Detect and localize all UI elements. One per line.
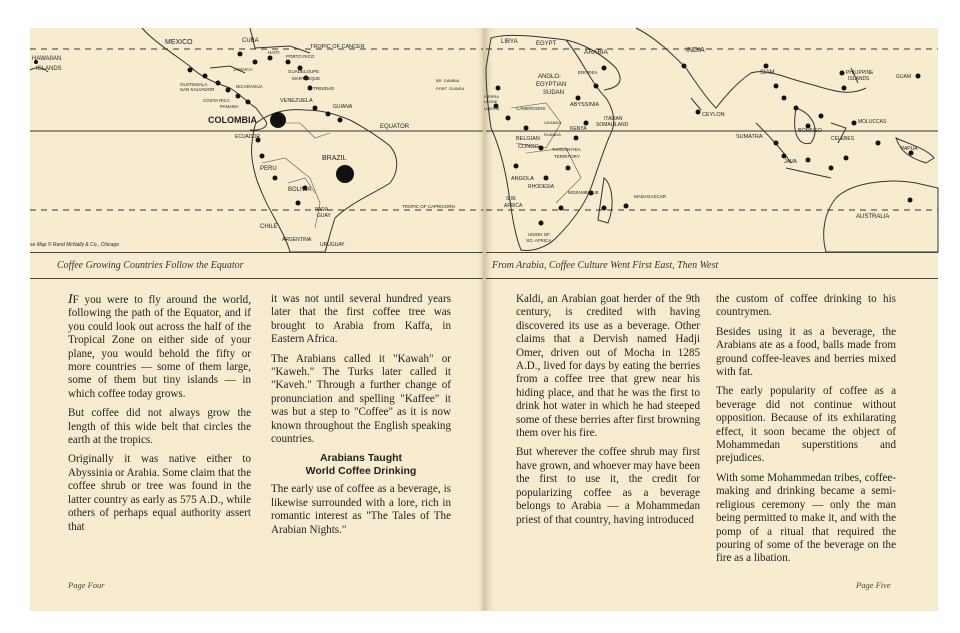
americas-coffee-map bbox=[30, 28, 484, 252]
svg-text:EQUATOR: EQUATOR bbox=[380, 124, 410, 130]
svg-text:LIBERIA: LIBERIA bbox=[484, 106, 500, 111]
brazil-dot bbox=[336, 165, 354, 183]
svg-text:TRINIDAD: TRINIDAD bbox=[313, 86, 335, 91]
svg-text:HAWAIIAN: HAWAIIAN bbox=[32, 56, 62, 62]
paragraph: the custom of coffee drinking to his countrymen. bbox=[716, 293, 896, 319]
svg-text:ISLANDS: ISLANDS bbox=[36, 66, 62, 72]
svg-text:BRAZIL: BRAZIL bbox=[322, 155, 347, 162]
svg-text:BORNEO: BORNEO bbox=[798, 128, 822, 134]
paragraph: it was not until several hundred years later that the first coffee tree was brought to Arabia from Kaffa, in Eastern Africa. bbox=[271, 293, 451, 346]
drop-cap: I bbox=[68, 292, 73, 307]
svg-text:BELGIAN: BELGIAN bbox=[516, 136, 540, 142]
svg-text:ISLANDS: ISLANDS bbox=[848, 76, 870, 82]
svg-text:PERU: PERU bbox=[260, 166, 277, 172]
asia-outline bbox=[636, 28, 866, 108]
svg-text:ANGOLA: ANGOLA bbox=[511, 176, 534, 182]
svg-text:INDIA: INDIA bbox=[686, 47, 705, 54]
svg-text:KENYA: KENYA bbox=[570, 126, 587, 132]
svg-text:HAITI: HAITI bbox=[268, 50, 280, 55]
madagascar-outline bbox=[598, 178, 612, 223]
svg-text:CEYLON: CEYLON bbox=[702, 112, 725, 118]
svg-text:SIAM: SIAM bbox=[760, 70, 775, 76]
right-map-caption: From Arabia, Coffee Culture Went First East, Then West bbox=[492, 260, 719, 271]
svg-text:ANGLO-: ANGLO- bbox=[538, 74, 562, 80]
svg-text:SUDAN: SUDAN bbox=[543, 90, 565, 96]
svg-text:AFRICA: AFRICA bbox=[504, 203, 523, 209]
svg-text:GUAM: GUAM bbox=[896, 74, 911, 80]
svg-text:CAMEROONS: CAMEROONS bbox=[516, 106, 546, 111]
svg-text:CELEBES: CELEBES bbox=[831, 136, 855, 142]
borneo-outline bbox=[795, 108, 815, 144]
svg-text:BR. GAMBIA: BR. GAMBIA bbox=[436, 78, 460, 83]
svg-text:MOLUCCAS: MOLUCCAS bbox=[858, 119, 887, 125]
svg-text:MARTINIQUE: MARTINIQUE bbox=[292, 76, 321, 81]
paragraph: The Arabians called it "Kawah" or "Kaweh." The Turks later called it "Kaveh." Through a further change of pronunciation and spelling "Kaffee" it was but a step to "Coffee" as it is now known throughout the English speaking countries. bbox=[271, 352, 451, 446]
svg-text:BOLIVIA: BOLIVIA bbox=[288, 187, 312, 193]
svg-text:EGYPT: EGYPT bbox=[536, 41, 557, 47]
svg-text:PORTO RICO: PORTO RICO bbox=[286, 54, 315, 59]
svg-text:UNION OF: UNION OF bbox=[528, 232, 550, 237]
svg-text:GUATEMALA: GUATEMALA bbox=[180, 82, 208, 87]
svg-text:JAVA: JAVA bbox=[784, 159, 797, 165]
svg-text:se Map © Rand McNally & Co., C: se Map © Rand McNally & Co., Chicago bbox=[30, 242, 119, 248]
paragraph: But coffee did not always grow the length of this wide belt that circles the earth at the tropics. bbox=[68, 407, 251, 447]
svg-text:ECUADOR: ECUADOR bbox=[235, 134, 261, 140]
svg-text:CONGO: CONGO bbox=[518, 144, 539, 150]
svg-text:PARA-: PARA- bbox=[315, 207, 330, 213]
right-page bbox=[436, 28, 938, 611]
caption-rule bbox=[30, 278, 484, 279]
svg-text:ITALIAN: ITALIAN bbox=[604, 116, 623, 122]
svg-text:MADAGASCAR: MADAGASCAR bbox=[634, 194, 667, 199]
svg-text:SAN SALVADOR: SAN SALVADOR bbox=[180, 87, 215, 92]
svg-text:SOMALILAND: SOMALILAND bbox=[596, 122, 629, 128]
svg-text:VENEZUELA: VENEZUELA bbox=[280, 98, 313, 104]
svg-text:NICARAGUA: NICARAGUA bbox=[236, 84, 263, 89]
svg-text:TROPIC OF CANCER: TROPIC OF CANCER bbox=[310, 44, 365, 50]
left-column-2 bbox=[271, 293, 451, 543]
paragraph: F you were to fly around the world, following the path of the Equator, and if you could look out across the half of the Tropical Zone on either side of your plane, you would behold the fifty or more countries — some of them large, some of them but tiny islands — in which coffee today grows. bbox=[68, 294, 251, 400]
svg-text:SO. AFRICA: SO. AFRICA bbox=[526, 238, 552, 243]
svg-text:LEONE: LEONE bbox=[484, 99, 498, 104]
svg-text:GUADELOUPE: GUADELOUPE bbox=[288, 69, 320, 74]
svg-text:SIERRA: SIERRA bbox=[484, 94, 499, 99]
right-column-1 bbox=[516, 293, 700, 533]
caribbean-outline bbox=[250, 28, 310, 53]
svg-text:SUMATRA: SUMATRA bbox=[736, 134, 763, 140]
svg-text:ABYSSINIA: ABYSSINIA bbox=[570, 102, 600, 108]
svg-text:EGYPTIAN: EGYPTIAN bbox=[536, 82, 567, 88]
paragraph: The early use of coffee as a beverage, is likewise surrounded with a lore, rich in romantic interest as "The Tales of The Arabian Nights." bbox=[271, 483, 451, 536]
svg-text:GUIANA: GUIANA bbox=[333, 104, 353, 110]
map-bottom-rule bbox=[486, 252, 938, 253]
right-column-2 bbox=[716, 293, 896, 572]
svg-text:MOZAMBIQUE: MOZAMBIQUE bbox=[568, 190, 599, 195]
svg-text:S.W.: S.W. bbox=[506, 196, 517, 202]
svg-text:TANGANYIKA: TANGANYIKA bbox=[552, 147, 581, 152]
svg-text:PANAMA: PANAMA bbox=[220, 104, 239, 109]
svg-text:PHILIPPINE: PHILIPPINE bbox=[846, 70, 874, 76]
svg-text:COLOMBIA: COLOMBIA bbox=[208, 115, 257, 125]
svg-text:JAMAICA: JAMAICA bbox=[233, 67, 253, 72]
svg-text:RHODESIA: RHODESIA bbox=[528, 184, 555, 190]
svg-text:TROPIC OF CAPRICORN: TROPIC OF CAPRICORN bbox=[402, 204, 455, 209]
svg-text:CHILE: CHILE bbox=[260, 224, 278, 230]
section-heading: Arabians Taught World Coffee Drinking bbox=[305, 452, 417, 477]
page-number-right: Page Five bbox=[856, 580, 891, 590]
java-outline bbox=[786, 168, 831, 178]
svg-text:AUSTRALIA: AUSTRALIA bbox=[856, 214, 890, 220]
left-column-1 bbox=[68, 293, 251, 540]
colombia-dot bbox=[270, 112, 286, 128]
svg-text:UGANDA: UGANDA bbox=[544, 120, 562, 125]
left-map-caption: Coffee Growing Countries Follow the Equator bbox=[57, 260, 244, 271]
svg-text:PORT. GUINEA: PORT. GUINEA bbox=[436, 86, 465, 91]
paragraph: Originally it was native either to Abyssinia or Arabia. Some claim that the coffee shrub or tree was found in the latter country as early as 575 A.D., while others of perhaps equal authority assert that bbox=[68, 453, 251, 533]
africa-outline bbox=[486, 35, 614, 250]
paragraph: Kaldi, an Arabian goat herder of the 9th century, is credited with having discovered its use as a beverage. Other claims that a Dervish named Hadji Omer, driven out of Mocha in 1285 A.D., lived for days by eating the berries from a coffee tree that grew near his hiding place, and that he was the first to drink hot water in which he had steeped some of these berries after first browning them over his fire. bbox=[516, 293, 700, 440]
svg-text:ARGENTINA: ARGENTINA bbox=[282, 237, 312, 243]
old-world-coffee-map bbox=[436, 28, 938, 252]
svg-text:TERRITORY: TERRITORY bbox=[554, 154, 580, 159]
svg-text:ERITREA: ERITREA bbox=[578, 70, 598, 75]
svg-text:ARABIA: ARABIA bbox=[584, 49, 608, 56]
svg-text:LIBYA: LIBYA bbox=[501, 39, 518, 45]
caption-rule bbox=[486, 278, 938, 279]
paragraph: But wherever the coffee shrub may first have grown, and whoever may have been the first to use it, the credit for popularizing coffee as a beverage belongs to Arabia — a Mohammedan priest of that country, having introduced bbox=[516, 446, 700, 526]
map-bottom-rule bbox=[30, 252, 484, 253]
svg-text:PAPUA: PAPUA bbox=[901, 146, 918, 152]
svg-text:URUGUAY: URUGUAY bbox=[320, 242, 345, 248]
svg-text:COSTA RICA: COSTA RICA bbox=[203, 98, 230, 103]
paragraph: The early popularity of coffee as a beverage did not continue without opposition. Because of its exhilarating effect, it soon became the object of Mohammedan superstitions and prejudices. bbox=[716, 385, 896, 465]
paragraph: With some Mohammedan tribes, coffee-making and drinking became a semi-religious ceremony — only the man being permitted to make it, and with the pomp of a ritual that required the pouring of some of the beverage on the fire as a libation. bbox=[716, 471, 896, 565]
svg-text:CUBA: CUBA bbox=[242, 38, 259, 44]
left-page bbox=[30, 28, 484, 611]
page-number-left: Page Four bbox=[68, 580, 105, 590]
svg-text:MEXICO: MEXICO bbox=[165, 39, 193, 46]
svg-text:RUANDA: RUANDA bbox=[544, 132, 561, 137]
paragraph: Besides using it as a beverage, the Arabians ate as a food, balls made from ground coffee-leaves and berries mixed with fat. bbox=[716, 325, 896, 379]
svg-text:GUAY: GUAY bbox=[317, 213, 331, 219]
